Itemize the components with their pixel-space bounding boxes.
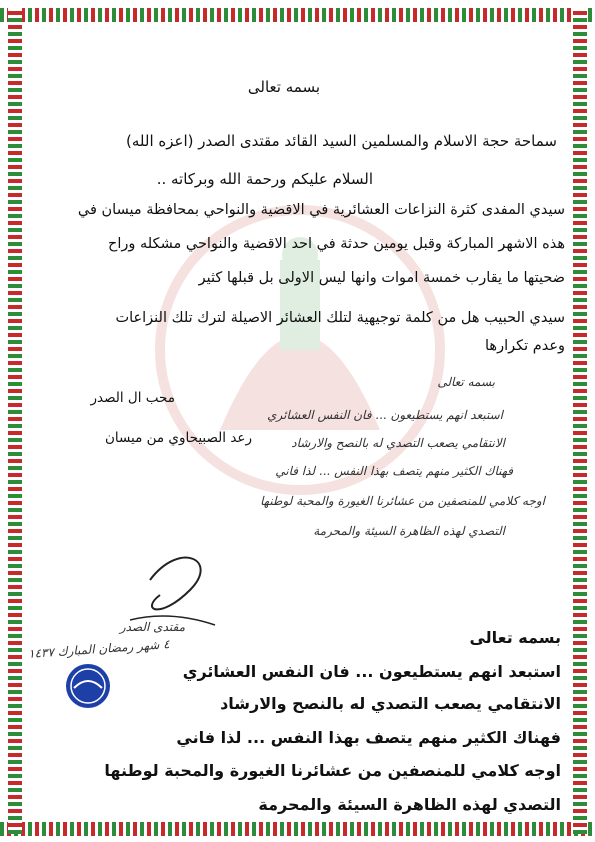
greeting: السلام عليكم ورحمة الله وبركاته ..	[156, 170, 373, 188]
handwritten-line-2: استبعد انهم يستطيعون ... فان النفس العشائري	[267, 408, 503, 422]
handwritten-line-6: التصدي لهذه الظاهرة السيئة والمحرمة	[313, 524, 505, 538]
handwritten-line-3: الانتقامي يصعب التصدي له بالنصح والارشاد	[291, 436, 505, 450]
handwritten-line-5: اوجه كلامي للمنصفين من عشائرنا الغيورة والمحبة لوطنها	[260, 494, 545, 508]
response-line-6: التصدي لهذه الظاهرة السيئة والمحرمة	[258, 795, 561, 814]
response-line-1: بسمه تعالى	[469, 628, 561, 647]
response-line-5: اوجه كلامي للمنصفين من عشائرنا الغيورة والمحبة لوطنها	[104, 761, 561, 780]
response-line-4: فهناك الكثير منهم يتصف بهذا النفس ... لذا فاني	[176, 728, 561, 747]
paragraph-1-line-1: سيدي المفدى كثرة النزاعات العشائرية في الاقضية والنواحي بمحافظة ميسان في	[77, 202, 565, 218]
office-seal	[64, 662, 112, 710]
paragraph-2-line-1: سيدي الحبيب هل من كلمة توجيهية لتلك العشائر الاصيلة لترك تلك النزاعات	[115, 310, 565, 326]
sender: رعد الصبيحاوي من ميسان	[104, 430, 252, 446]
handwritten-line-4: فهناك الكثير منهم يتصف بهذا النفس ... لذا فاني	[275, 464, 513, 478]
border-bottom	[0, 822, 595, 836]
response-line-3: الانتقامي يصعب التصدي له بالنصح والارشاد	[220, 694, 561, 713]
border-right	[573, 8, 587, 834]
paragraph-1-line-3: ضحيتها ما يقارب خمسة اموات وانها ليس الاولى بل قبلها كثير	[198, 270, 565, 286]
signature-date: ٤ شهر رمضان المبارك ١٤٣٧	[27, 637, 171, 661]
basmala: بسمه تعالى	[247, 78, 320, 96]
closing: محب ال الصدر	[90, 390, 175, 406]
border-left	[8, 8, 22, 834]
paragraph-2-line-2: وعدم تكرارها	[485, 338, 565, 354]
response-line-2: استبعد انهم يستطيعون ... فان النفس العشائري	[182, 662, 561, 681]
handwritten-line-1: بسمه تعالى	[437, 375, 495, 389]
signature-name: مقتدى الصدر	[119, 620, 185, 634]
addressee: سماحة حجة الاسلام والمسلمين السيد القائد مقتدى الصدر (اعزه الله)	[126, 132, 557, 150]
border-top	[0, 8, 595, 22]
paragraph-1-line-2: هذه الاشهر المباركة وقبل يومين حدثة في احد الاقضية والنواحي مشكله وراح	[107, 236, 565, 252]
